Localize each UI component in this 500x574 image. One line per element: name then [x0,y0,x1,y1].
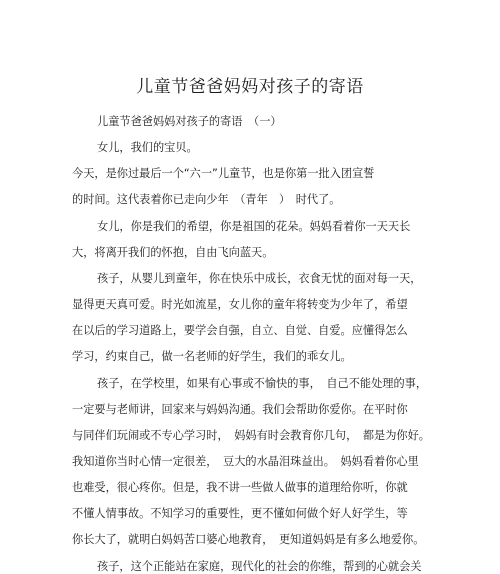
paragraph-line: 孩子，这个正能站在家庭，现代化的社会的你维，帮到的心就会关 [97,560,422,573]
paragraph-line: 女儿，我们的宝贝。 [97,141,198,154]
paragraph-line: 学习，约束自己，做一名老师的好学生，我们的乖女儿。 [72,350,352,363]
document-title: 儿童节爸爸妈妈对孩子的寄语 [136,77,364,97]
paragraph-line: 孩子，在学校里，如果有心事或不愉快的事， 自己不能处理的事， [97,377,428,390]
paragraph-line: 也难受，很心疼你。但是，我不讲一些做人做事的道理给你听，你就 [72,481,408,494]
paragraph-line: 与同伴们玩闹或不专心学习时， 妈妈有时会教育你几句， 都是为你好。 [72,429,430,442]
paragraph-line: 你长大了，就明白妈妈苦口婆心地教育， 更知道妈妈是有多么地爱你。 [72,533,425,546]
paragraph-line: 我知道你当时心情一定很差， 豆大的水晶泪珠益出。 妈妈看着你心里 [72,455,419,468]
paragraph-line: 大，将离开我们的怀抱，自由飞向蓝天。 [72,246,274,259]
paragraph-line: 的时间。这代表着你已走向少年 （青年 ） 时代了。 [72,193,341,206]
paragraph-line: 不懂人情事故。不知学习的重要性，更不懂如何做个好人好学生，等 [72,507,408,520]
paragraph-line: 今天，是你过最后一个“六一”儿童节，也是你第一批入团宣誓 [72,167,375,180]
paragraph-line: 显得更天真可爱。时光如流星，女儿你的童年将转变为少年了，希望 [72,298,408,311]
paragraph-line: 女儿，你是我们的希望，你是祖国的花朵。妈妈看着你一天天长 [97,220,411,233]
document-subtitle: 儿童节爸爸妈妈对孩子的寄语 （一） [97,115,282,128]
paragraph-line: 在以后的学习道路上，要学会自强，自立、自觉、自爱。应懂得怎么 [72,324,408,337]
paragraph-line: 一定要与老师讲，回家来与妈妈沟通。我们会帮助你爱你。在平时你 [72,403,408,416]
paragraph-line: 孩子，从婴儿到童年，你在快乐中成长，衣食无忧的面对每一天， [97,272,422,285]
